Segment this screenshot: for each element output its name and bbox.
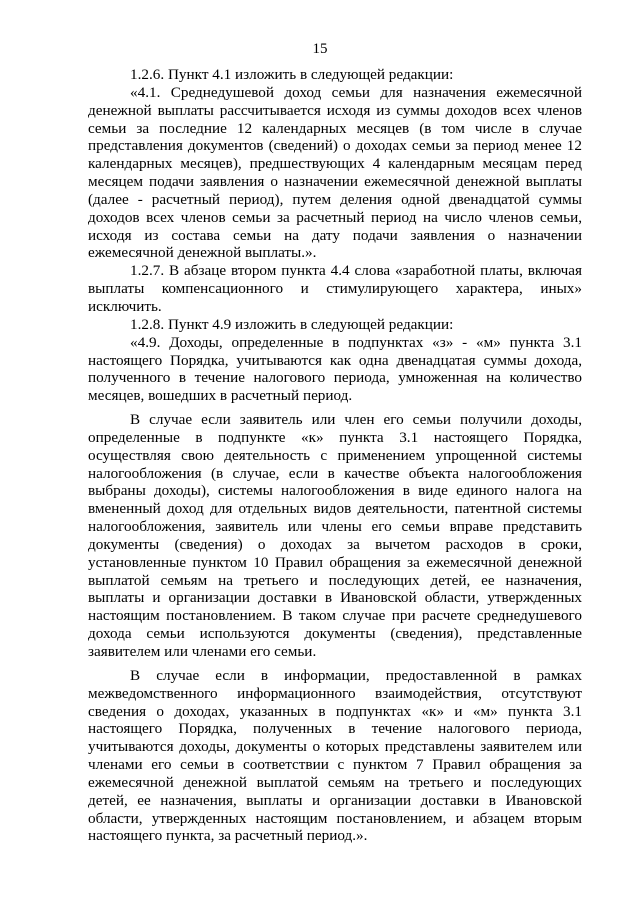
page-number: 15 xyxy=(312,41,328,57)
document-body xyxy=(88,66,582,845)
paragraph-1-2-8: 1.2.8. Пункт 4.9 изложить в следующей редакции: xyxy=(130,315,454,333)
paragraph-simplified-tax: В случае если заявитель или член его семьи получили доходы, определенные в подпункте «к» пункта 3.1 настоящего Порядка, осуществляя свою деятельность с применением упрощенной системы налогообложения (в случае, если в качестве объекта налогообложения выбраны доходы), системы налогообложения в виде единого налога на вмененный доход для отдельных видов деятельности, патентной системы налогообложения, заявитель или члены его семьи вправе представить документы (сведения) о доходах за вычетом расходов в сроки, установленные пунктом 10 Правил обращения за ежемесячной денежной выплатой семьям на третьего и последующих детей, ее назначения, выплаты и организации доставки в Ивановской области, утвержденных настоящим постановлением. В таком случае при расчете среднедушевого дохода семьи используются документы (сведения), представленные заявителем или членами его семьи. xyxy=(88,411,582,660)
paragraph-1-2-6: 1.2.6. Пункт 4.1 изложить в следующей редакции: xyxy=(130,66,454,83)
paragraph-interagency-info: В случае если в информации, предоставленной в рамках межведомственного информационного взаимодействия, отсутствуют сведения о доходах, указанных в подпунктах «к» и «м» пункта 3.1 настоящего Порядка, полученных в течение налогового периода, учитываются доходы, документы о которых представлены заявителем или членами его семьи в соответствии с пунктом 7 Правил обращения за ежемесячной денежной выплатой семьям на третьего и последующих детей, ее назначения, выплаты и организации доставки в Ивановской области, утвержденных настоящим постановлением, и абзацем вторым настоящего пункта, за расчетный период.». xyxy=(88,666,582,845)
paragraph-4-1-text: «4.1. Среднедушевой доход семьи для назначения ежемесячной денежной выплаты рассчитывается исходя из суммы доходов всех членов семьи за последние 12 календарных месяцев (в том числе в случае представления документов (сведений) о доходах семьи за период менее 12 календарных месяцев), предшествующих 4 календарным месяцам перед месяцем подачи заявления о назначении ежемесячной денежной выплаты (далее - расчетный период), путем деления одной двенадцатой суммы доходов всех членов семьи за расчетный период на число членов семьи, исходя из состава семьи на дату подачи заявления о назначении ежемесячной денежной выплаты.». xyxy=(88,83,582,262)
paragraph-4-9-text: «4.9. Доходы, определенные в подпунктах «з» - «м» пункта 3.1 настоящего Порядка, учитываются как одна двенадцатая суммы дохода, полученного в течение налогового периода, умноженная на количество месяцев, вошедших в расчетный период. xyxy=(88,333,582,405)
paragraph-1-2-7: 1.2.7. В абзаце втором пункта 4.4 слова «заработной платы, включая выплаты компенсационного и стимулирующего характера, иных» исключить. xyxy=(88,262,582,315)
